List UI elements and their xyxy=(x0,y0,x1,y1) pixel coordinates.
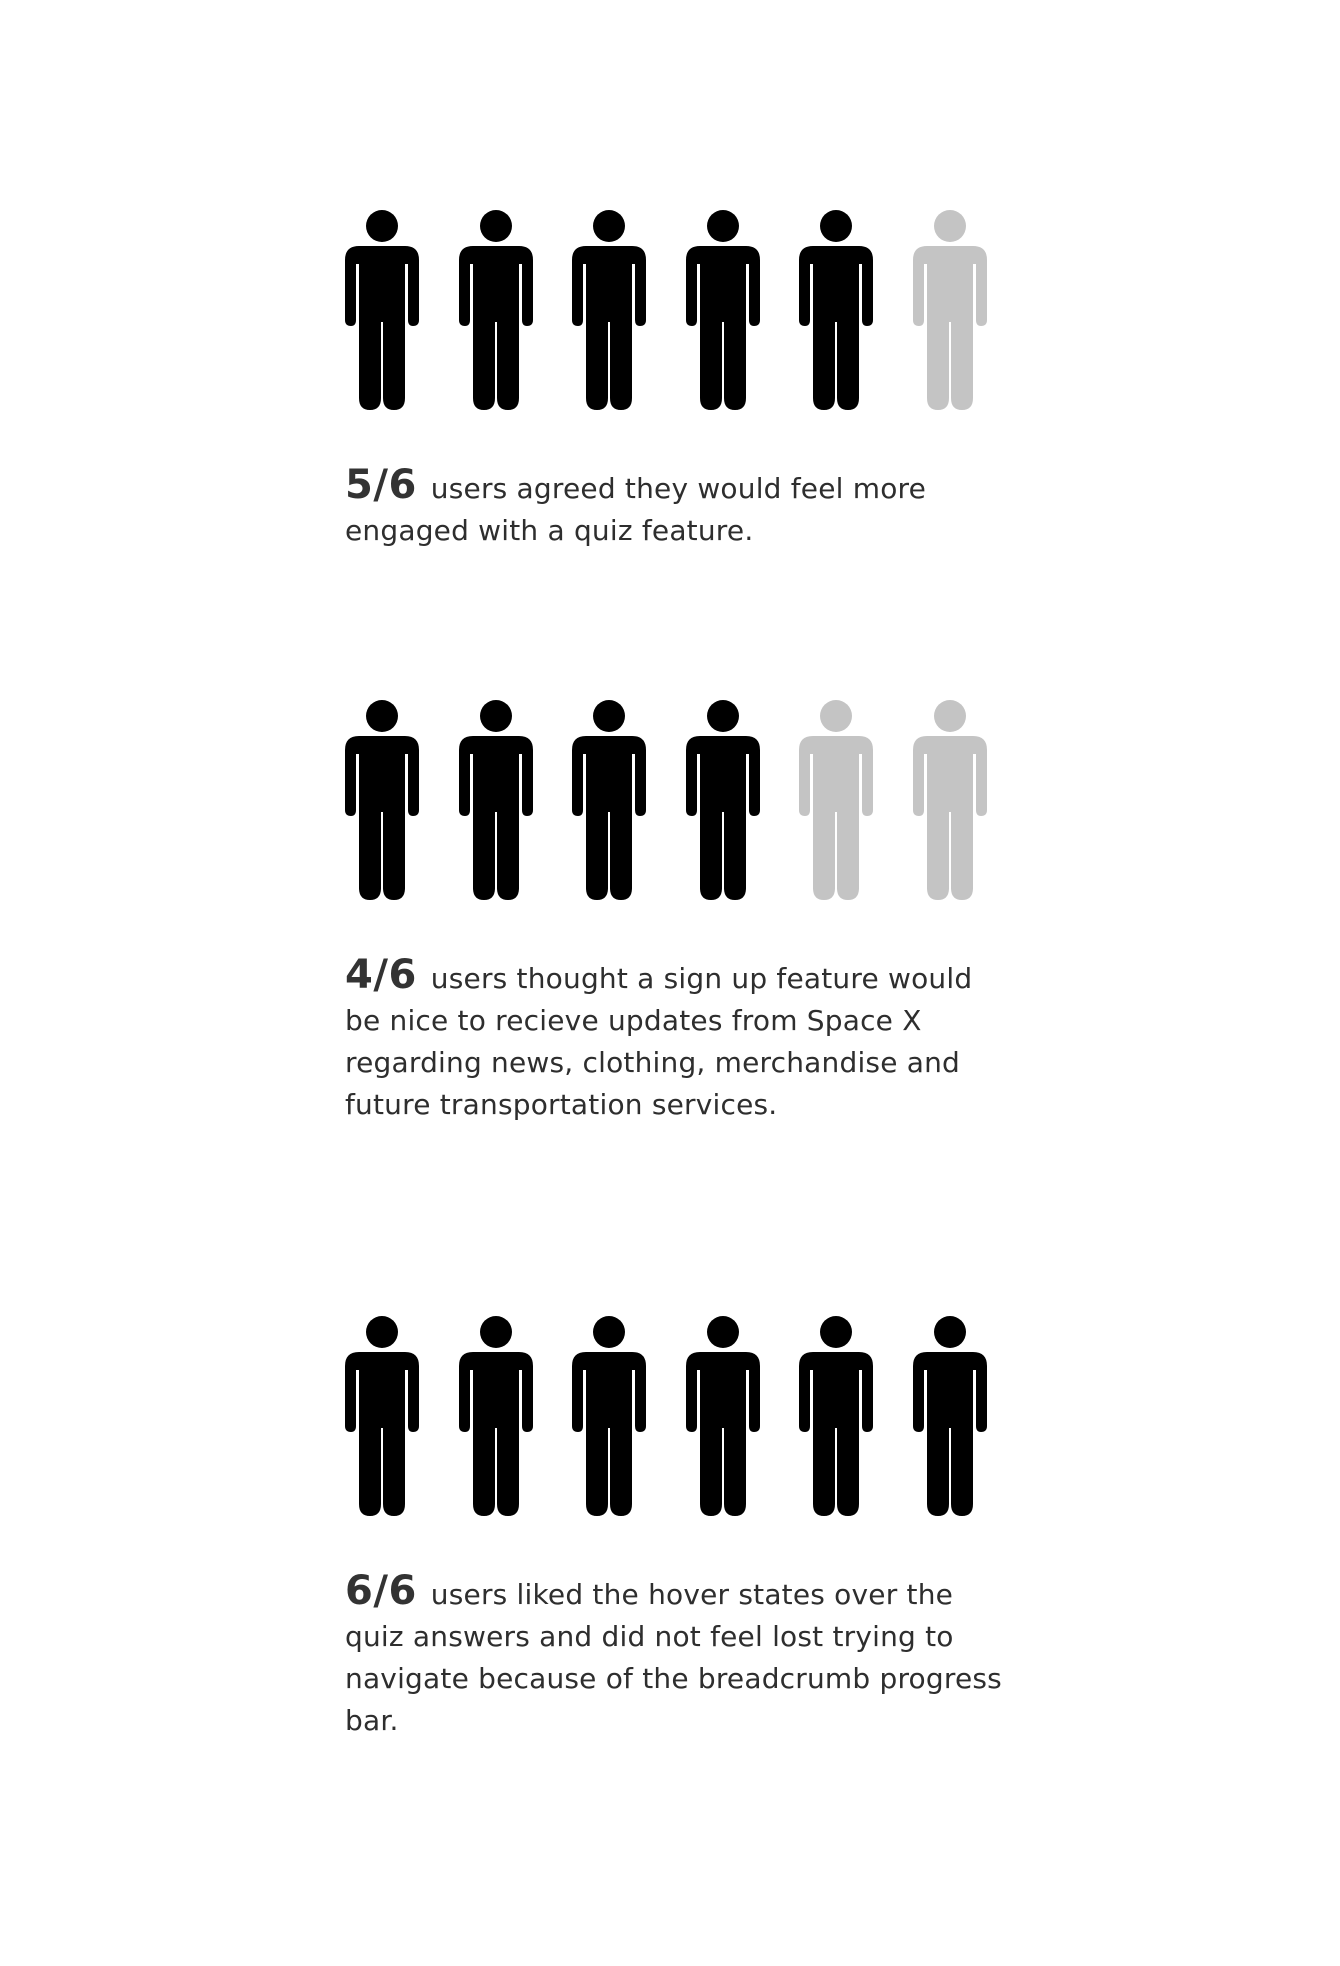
stat-block-1 xyxy=(345,210,1005,580)
people-row xyxy=(345,210,1005,410)
stat-description: users thought a sign up feature would be nice to recieve updates from Space X regarding news, clothing, merchandise and future transportation services. xyxy=(345,962,973,1121)
person-filled-icon xyxy=(459,700,533,900)
person-filled-icon xyxy=(686,700,760,900)
person-empty-icon xyxy=(799,700,873,900)
stat-description: users liked the hover states over the quiz answers and did not feel lost trying to navigate because of the breadcrumb progress bar. xyxy=(345,1578,1002,1737)
stat-number: 6/6 xyxy=(345,1568,417,1614)
person-filled-icon xyxy=(345,700,419,900)
people-row xyxy=(345,700,1005,900)
stat-text xyxy=(345,1570,1005,1742)
person-filled-icon xyxy=(799,210,873,410)
person-empty-icon xyxy=(913,210,987,410)
stat-number: 5/6 xyxy=(345,462,417,508)
person-filled-icon xyxy=(686,210,760,410)
stat-text xyxy=(345,954,1005,1126)
stat-number: 4/6 xyxy=(345,952,417,998)
person-filled-icon xyxy=(459,1316,533,1516)
person-filled-icon xyxy=(572,210,646,410)
person-filled-icon xyxy=(913,1316,987,1516)
person-filled-icon xyxy=(572,1316,646,1516)
person-filled-icon xyxy=(345,1316,419,1516)
person-filled-icon xyxy=(799,1316,873,1516)
person-filled-icon xyxy=(686,1316,760,1516)
stat-block-3 xyxy=(345,1316,1005,1770)
person-filled-icon xyxy=(572,700,646,900)
people-row xyxy=(345,1316,1005,1516)
stat-description: users agreed they would feel more engaged with a quiz feature. xyxy=(345,472,927,547)
stat-block-2 xyxy=(345,700,1005,1154)
person-empty-icon xyxy=(913,700,987,900)
stat-text xyxy=(345,464,1005,552)
person-filled-icon xyxy=(345,210,419,410)
person-filled-icon xyxy=(459,210,533,410)
